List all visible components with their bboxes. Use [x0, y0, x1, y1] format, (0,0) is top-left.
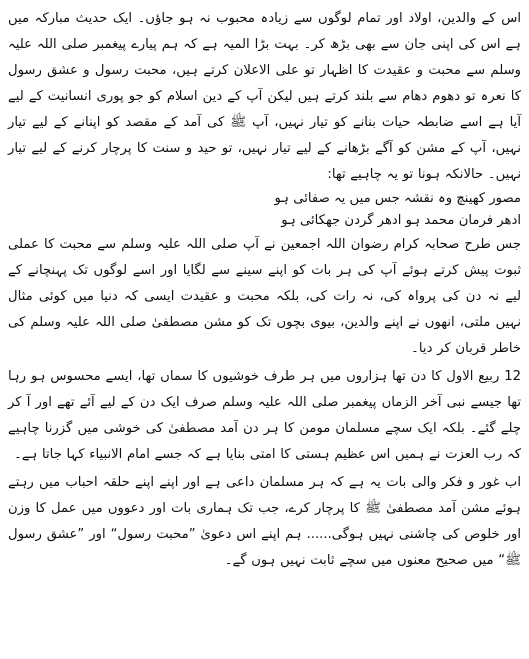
paragraph-1: اس کے والدین، اولاد اور تمام لوگوں سے زیادہ محبوب نہ ہو جاؤں۔ ایک حدیث مبارکہ میں ہے اس کی اپنی جان سے بھی بڑھ کر۔ بہت بڑا المیہ ہے کہ ہم پیارے پیغمبر صلی اللہ علیہ وسلم سے محبت و عقیدت کا اظہار تو علی الاعلان کرتے ہیں، محبت رسول و عشق رسول کا نعرہ تو دھوم دھام سے بلند کرتے ہیں لیکن آپ کے دین اسلام کو جو پوری انسانیت کے لیے آیا ہے اسے ضابطہ حیات بنانے کو تیار نہیں، آپ ﷺ کی آمد کے مقصد کو اپنانے کے لیے تیار نہیں، آپ کے مشن کو آگے بڑھانے کے لیے تیار نہیں، تو حید و سنت کا پرچار کرنے کے لیے تیار نہیں۔ حالانکہ ہونا تو یہ چاہیے تھا:: [8, 11, 521, 182]
verse-line-1: مصور کھینچ وہ نقشہ جس میں یہ صفائی ہو: [274, 191, 521, 206]
paragraph-3: 12 ربیع الاول کا دن تھا ہزاروں میں ہر طرف خوشیوں کا سماں تھا، ایسے محسوس ہو رہا تھا جیسے نبی آخر الزماں پیغمبر صلی اللہ علیہ وسلم صرف ایک دن کے لیے آئے تھے اور آ کر چلے گئے۔ بلکہ ایک سچے مسلمان مومن کا ہر دن آمد مصطفیٰ کی خوشی میں گزرنا چاہیے کہ رب العزت نے ہمیں اس عظیم ہستی کا امتی بنایا ہے کہ جسے امام الانبیاء کہا جاتا ہے۔: [8, 369, 521, 462]
paragraph-4: اب غور و فکر والی بات یہ ہے کہ ہر مسلمان داعی ہے اور اپنے اپنے حلقہ احباب میں رہتے ہوئے مشن آمد مصطفیٰ ﷺ کا پرچار کرے، جب تک ہماری بات اور دعووں میں عمل کا وزن اور خلوص کی چاشنی نہیں ہوگی...... ہم اپنے اس دعویٰ ”محبت رسول“ اور ”عشق رسول ﷺ“ میں صحیح معنوں میں سچے ثابت نہیں ہوں گے۔: [8, 475, 521, 568]
verse-line-2: ادھر فرمان محمد ہو ادھر گردن جھکائی ہو: [281, 213, 521, 228]
paragraph-2: جس طرح صحابہ کرام رضوان اللہ اجمعین نے آپ صلی اللہ علیہ وسلم سے محبت کا عملی ثبوت پیش کرتے ہوئے آپ کی ہر بات کو اپنے سینے سے لگایا اور اسے لوگوں تک پہنچانے کے لیے نہ دن کی پرواہ کی، نہ رات کی، بلکہ محبت و عقیدت ایسی کہ دنیا میں کوئی مثال نہیں ملتی، انھوں نے اپنے والدین، بیوی بچوں تک کو مشن مصطفیٰ صلی اللہ علیہ وسلم کی خاطر قربان کر دیا۔: [8, 237, 521, 356]
